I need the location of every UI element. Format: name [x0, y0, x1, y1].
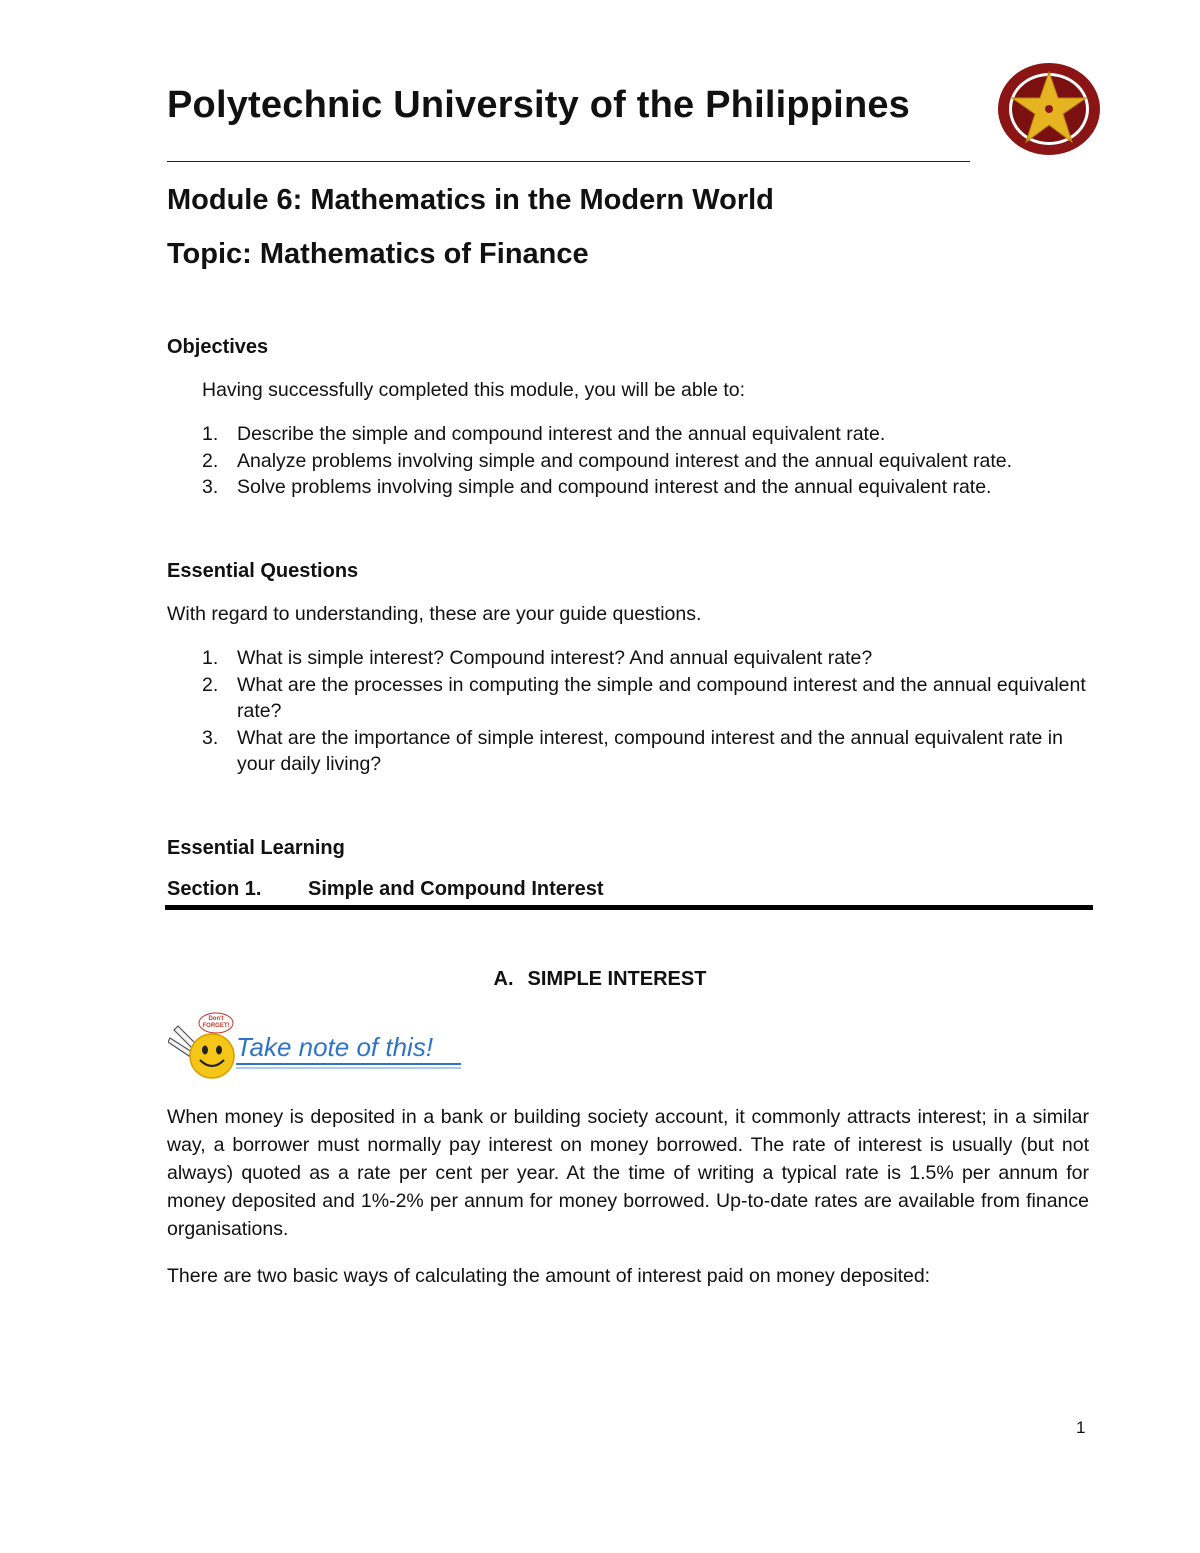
simple-interest-prefix: A. [493, 968, 514, 990]
list-item: 1. Describe the simple and compound interest and the annual equivalent rate. [202, 423, 886, 445]
paragraph: There are two basic ways of calculating the amount of interest paid on money deposited: [167, 1265, 931, 1287]
list-item: 1. What is simple interest? Compound interest? And annual equivalent rate? [202, 647, 873, 669]
essential-questions-heading: Essential Questions [167, 560, 359, 582]
topic-title: Topic: Mathematics of Finance [167, 238, 589, 270]
header-divider [167, 161, 970, 162]
page-number: 1 [1076, 1418, 1086, 1437]
section-divider [165, 905, 1093, 910]
svg-text:Don't: Don't [208, 1016, 224, 1022]
list-item: 3. What are the importance of simple interest, compound interest and the annual equivalent rate in your daily living? [202, 726, 1063, 775]
section-label: Section 1. [167, 878, 262, 900]
objectives-list [166, 421, 1091, 501]
take-note-text: Take note of this! [236, 1032, 434, 1062]
dont-forget-sign-icon [199, 1013, 233, 1033]
objectives-heading: Objectives [167, 336, 269, 358]
university-seal-icon [997, 62, 1101, 156]
section-title: Simple and Compound Interest [308, 878, 604, 900]
objectives-intro: Having successfully completed this module, you will be able to: [202, 379, 746, 401]
list-item: 2. What are the processes in computing the simple and compound interest and the annual equivalent rate? [202, 673, 1086, 722]
section-heading [167, 878, 604, 901]
essential-learning-heading: Essential Learning [167, 837, 345, 859]
list-item: 3. Solve problems involving simple and compound interest and the annual equivalent rate. [202, 476, 992, 498]
essential-questions-list [166, 645, 1091, 778]
module-title: Module 6: Mathematics in the Modern World [167, 184, 774, 216]
svg-text:FORGET!: FORGET! [202, 1023, 230, 1029]
university-title: Polytechnic University of the Philippines [167, 84, 911, 126]
paragraph: When money is deposited in a bank or building society account, it commonly attracts interest; in a similar way, a borrower must normally pay interest on money borrowed. The rate of interest is usually (but not always) quoted as a rate per cent per year. At the time of writing a typical rate is 1.5% per annum for money deposited and 1%-2% per annum for money borrowed. Up-to-date rates are available from finance organisations. [167, 1106, 1089, 1240]
simple-interest-heading [0, 968, 1200, 991]
simple-interest-title: SIMPLE INTEREST [527, 968, 707, 990]
take-note-banner [168, 1012, 468, 1082]
smiley-face-icon [190, 1034, 234, 1078]
list-item: 2. Analyze problems involving simple and compound interest and the annual equivalent rate. [202, 449, 1013, 472]
essential-questions-intro: With regard to understanding, these are your guide questions. [167, 603, 702, 625]
